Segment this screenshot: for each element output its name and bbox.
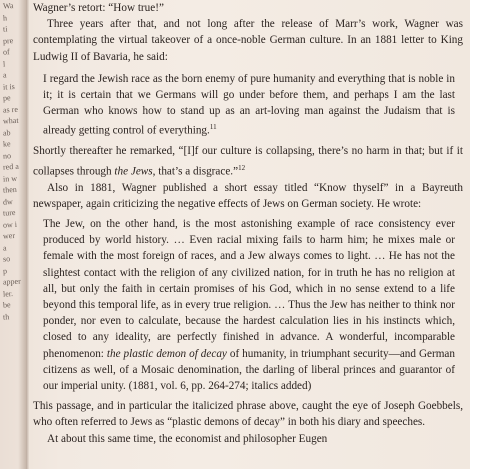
- opening-line: Wagner’s retort: “How true!”: [33, 2, 164, 14]
- gutter-fragment: as re: [2, 104, 19, 115]
- gutter-fragment: be: [2, 300, 11, 310]
- gutter-fragment: Wa: [2, 1, 14, 11]
- gutter-fragment: in w: [2, 173, 18, 184]
- paragraph: Three years after that, and not long after the release of Marr’s work, Wagner was contemplating the virtual takeover of a once-noble German culture. In an 1881 letter to King Ludwig II of Bavaria, he said:: [33, 18, 463, 63]
- gutter-fragment: wer: [2, 230, 16, 241]
- white-margin: [470, 0, 500, 469]
- quote-text: I regard the Jewish race as the born enemy of pure humanity and everything that is noble in it; it is certain that we Germans will go under before them, and perhaps I am the last German who knows how to stand up as an art-loving man against the Judaism that is already getting control of everything.: [43, 72, 455, 138]
- gutter-fragment: pe: [2, 93, 11, 103]
- page-body: [33, 0, 463, 447]
- gutter-fragment: dw: [2, 196, 14, 207]
- gutter-fragment: apper: [2, 276, 21, 287]
- gutter-fragment: so: [2, 254, 11, 264]
- quote-text: of humanity, in triumphant security—and German citizens as well, of a Mosaic denomination, the darling of liberal princes and guarantor of our imperial unity. (1881, vol. 6, pp. 264-274; italics added): [43, 347, 455, 392]
- gutter-fragment: p: [2, 265, 8, 276]
- book-fold: [26, 0, 29, 469]
- gutter-fragment: ture: [2, 207, 16, 218]
- gutter-fragment: th: [2, 311, 10, 322]
- block-quote: [43, 71, 455, 140]
- paragraph-text: , that’s a disgrace.”: [152, 165, 239, 178]
- gutter-fragment: no: [2, 150, 12, 161]
- footnote-marker: 12: [238, 163, 246, 172]
- gutter-fragment: a: [2, 70, 7, 80]
- gutter-fragment: red a: [2, 161, 19, 172]
- facing-page-edge: [0, 0, 26, 469]
- paragraph: This passage, and in particular the italicized phrase above, caught the eye of Joseph Goebbels, who often referred to Jews as “plastic demons of decay” in both his diary and speeches.: [33, 400, 463, 429]
- gutter-fragment: ow i: [2, 219, 18, 230]
- gutter-fragment: of: [2, 47, 10, 57]
- gutter-fragment: h: [2, 12, 8, 23]
- gutter-fragment: what: [2, 115, 19, 126]
- gutter-fragment: it is: [2, 81, 16, 92]
- gutter-fragment: pre: [2, 35, 14, 46]
- paragraph: Also in 1881, Wagner published a short essay titled “Know thyself” in a Bayreuth newspaper, again criticizing the negative effects of Jews on German society. He wrote:: [33, 181, 463, 210]
- paragraph: At about this same time, the economist and philosopher Eugen: [47, 432, 328, 445]
- gutter-fragment: a: [2, 242, 7, 253]
- paragraph-text: Shortly thereafter he remarked, “[I]f our culture is collapsing, there’s no harm in that; but if it collapses through: [33, 145, 463, 178]
- italic-phrase: the plastic demon of decay: [106, 347, 227, 360]
- italic-phrase: the Jews: [114, 165, 153, 178]
- gutter-fragment: l: [2, 58, 6, 69]
- gutter-fragment: ab: [2, 127, 11, 138]
- gutter-fragment: then: [2, 184, 18, 195]
- gutter-fragment: ti: [2, 24, 8, 34]
- quote-text: The Jew, on the other hand, is the most astonishing example of race consistency ever produced by world history. … Even racial mixing fails to harm him; he mixes male or female with the most foreign of races, and a Jew always comes to light. … He has not the slightest contact with the religion of any civilized nation, for in truth he has no religion at all, but only the faith in certain promises of his God, which in no sense extend to a life beyond this temporal life, as in every true religion. … Thus the Jew has neither to think nor ponder, nor even to calculate, because the hardest calculation lies in his instincts which, closed to any ideality, are perfectly finished in advance. A wonderful, incomparable phenomenon:: [43, 217, 455, 360]
- gutter-fragment: ke: [2, 139, 11, 149]
- footnote-marker: 11: [209, 123, 217, 132]
- paragraph: [33, 143, 463, 179]
- gutter-fragment: ler.: [2, 288, 14, 299]
- block-quote: [43, 216, 455, 394]
